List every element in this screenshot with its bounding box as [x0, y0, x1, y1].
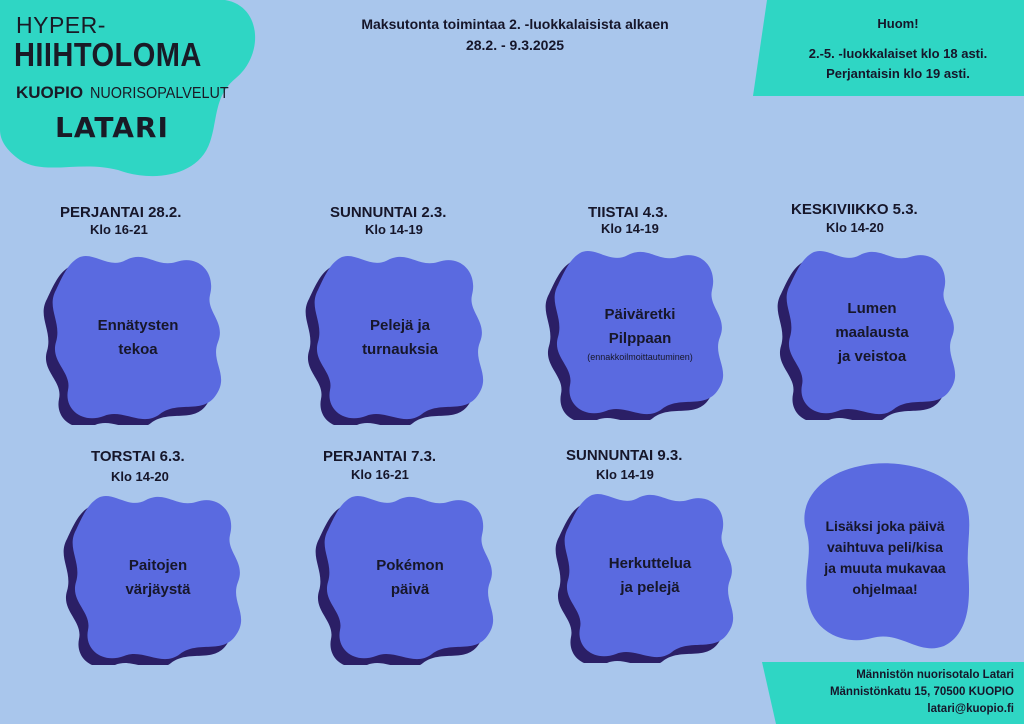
footer-contact [770, 667, 1014, 718]
activity-2-line1: Pelejä ja [369, 316, 431, 334]
activity-text-3 [555, 245, 725, 420]
activity-card-2 [300, 250, 500, 425]
day-time-2: Klo 14-19 [365, 222, 423, 237]
day-label-4: KESKIVIIKKO 5.3. [791, 201, 918, 218]
activity-card-3 [540, 245, 740, 420]
activity-4-line2: maalausta [835, 323, 909, 341]
activity-1-line1: Ennätysten [97, 316, 179, 334]
activity-4-line1: Lumen [847, 299, 897, 317]
activity-card-6 [310, 490, 510, 665]
day-label-5: TORSTAI 6.3. [91, 448, 185, 465]
activity-text-2 [315, 250, 485, 425]
day-label-2: SUNNUNTAI 2.3. [330, 204, 447, 221]
day-label-6: PERJANTAI 7.3. [323, 448, 437, 465]
activity-text-7 [565, 488, 735, 663]
extra-line2: vaihtuva peli/kisa [827, 539, 943, 555]
note-line1: 2.-5. -luokkalaiset klo 18 asti. [808, 46, 988, 61]
footer-venue: Männistön nuorisotalo Latari [856, 669, 1014, 681]
brand-hyper: HYPER- [16, 12, 106, 38]
brand-nuorisopalvelut: NUORISOPALVELUT [90, 85, 229, 102]
footer-address: Männistönkatu 15, 70500 KUOPIO [829, 686, 1014, 698]
activity-1-line2: tekoa [118, 340, 158, 358]
day-time-6: Klo 16-21 [351, 467, 409, 482]
extra-line3: ja muuta mukavaa [824, 560, 946, 576]
activity-text-5 [73, 490, 243, 665]
intro-dates: 28.2. - 9.3.2025 [465, 37, 565, 53]
footer-email-link[interactable]: latari@kuopio.fi [927, 703, 1014, 715]
brand-latari: LATARI [55, 111, 169, 144]
day-label-3: TIISTAI 4.3. [588, 204, 668, 221]
day-label-1: PERJANTAI 28.2. [60, 204, 182, 221]
activity-3-note: (ennakkoilmoittautuminen) [587, 351, 693, 362]
activity-text-1 [53, 250, 223, 425]
day-label-7: SUNNUNTAI 9.3. [566, 447, 683, 464]
day-time-1: Klo 16-21 [90, 222, 148, 237]
activity-5-line1: Paitojen [128, 556, 188, 574]
activity-7-line2: ja pelejä [620, 578, 680, 596]
day-time-7: Klo 14-19 [596, 467, 654, 482]
activity-4-line3: ja veistoa [837, 347, 907, 365]
extra-line1: Lisäksi joka päivä [825, 518, 945, 534]
activity-5-line2: värjäystä [125, 580, 191, 598]
day-time-4: Klo 14-20 [826, 220, 884, 235]
activity-6-line1: Pokémon [376, 556, 444, 574]
activity-text-6 [325, 490, 495, 665]
activity-text-4 [787, 245, 957, 420]
activity-card-5 [58, 490, 258, 665]
extra-line4: ohjelmaa! [852, 581, 918, 597]
day-time-5: Klo 14-20 [111, 469, 169, 484]
extra-info-text [800, 516, 970, 600]
note-title: Huom! [877, 16, 919, 31]
activity-7-line1: Herkuttelua [608, 554, 692, 572]
note-line2: Perjantaisin klo 19 asti. [826, 66, 970, 81]
activity-3-line1: Päiväretki [604, 305, 676, 323]
intro-line1: Maksutonta toimintaa 2. -luokkalaisista alkaen [361, 16, 669, 32]
day-time-3: Klo 14-19 [601, 221, 659, 236]
activity-card-4 [772, 245, 972, 420]
activity-card-7 [550, 488, 750, 663]
activity-card-1 [38, 250, 238, 425]
activity-2-line2: turnauksia [362, 340, 438, 358]
note-box [772, 14, 1024, 84]
activity-3-line2: Pilppaan [608, 329, 672, 347]
brand-kuopio: KUOPIO [16, 83, 84, 102]
activity-6-line2: päivä [390, 580, 430, 598]
brand-hiihtoloma: HIIHTOLOMA [14, 36, 202, 73]
intro-text [270, 14, 760, 56]
